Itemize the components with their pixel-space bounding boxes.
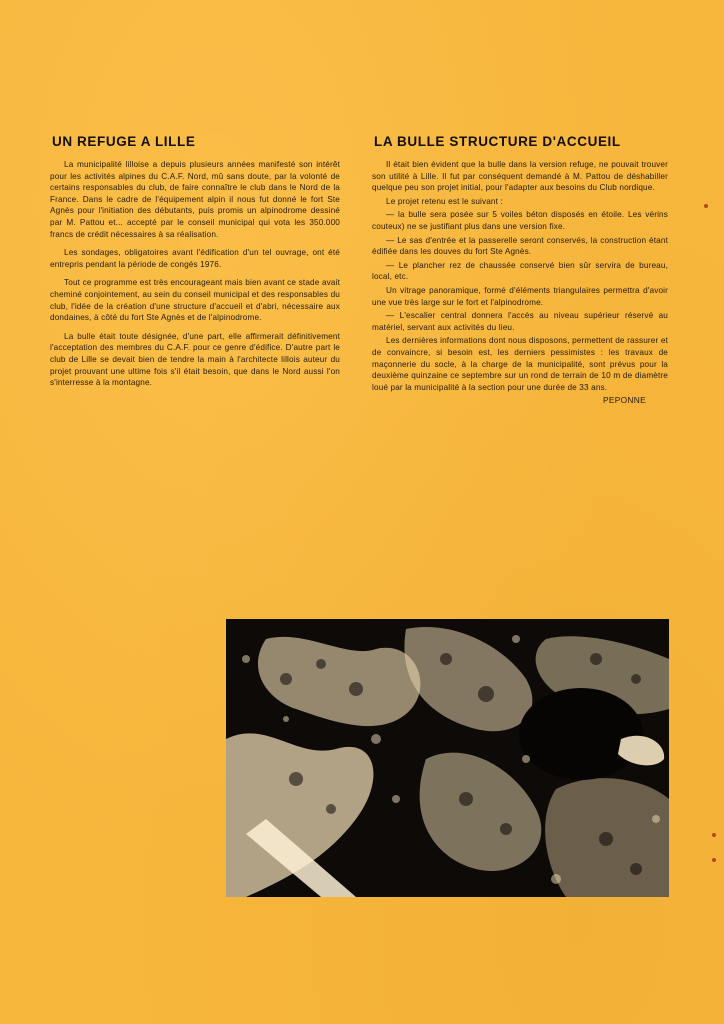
author-signature: PEPONNE <box>602 395 646 406</box>
left-paragraph: La municipalité lilloise a depuis plusieurs années manifesté son intérêt pour les activités alpines du C.A.F. Nord, mû sans doute, par la volonté de certains responsables du club, de faire connaître le club dans le Nord de la France. Dans le cadre de l'équipement alpin il nous fut donné le fort Ste Agnès pour l'initiation des débutants, puis promis un alpinodrome dessiné par M. Pattou et... accepté par le conseil municipal qui vota les 350.000 francs de crédit nécessaires à sa réalisation. <box>50 160 340 239</box>
right-paragraph: Le projet retenu est le suivant : <box>386 196 503 206</box>
left-article-title: UN REFUGE A LILLE <box>52 134 196 149</box>
right-paragraph: — L'escalier central donnera l'accès au niveau supérieur réservé au matériel, servant aux activités du lieu. <box>372 311 668 332</box>
paper-speck <box>704 204 708 208</box>
right-article-title: LA BULLE STRUCTURE D'ACCUEIL <box>374 134 621 149</box>
right-paragraph: Les dernières informations dont nous disposons, permettent de rassurer et de convaincre, si besoin est, les derniers pessimistes : les travaux de maçonnerie du socle, à la charge de la municipalité, sont prévus pour la deuxième quinzaine ce septembre sur un rond de terrain de 10 m de diamètre loué par la municipalité à la section pour une durée de 33 ans. <box>372 336 668 392</box>
paper-speck <box>712 833 716 837</box>
photo-halftone <box>226 619 669 897</box>
right-article <box>372 134 668 405</box>
rock-climbing-photo <box>226 619 669 897</box>
right-paragraph: Il était bien évident que la bulle dans la version refuge, ne pouvait trouver son utilité à Lille. Il fut par conséquent demandé à M. Pattou de déshabiller quelque peu son projet initial, pour l'adapter aux besoins du Club nordique. <box>372 160 668 193</box>
left-paragraph: La bulle était toute désignée, d'une part, elle affirmerait définitivement l'acceptation des membres du C.A.F. pour ce genre d'édifice. D'autre part le club de Lille se devait bien de tendre la main à l'architecte lillois auteur du projet prouvant une ultime fois s'il était besoin, que dans le Nord aussi l'on s'interresse à la montagne. <box>50 331 340 388</box>
left-paragraph: Tout ce programme est très encourageant mais bien avant ce stade avait cheminé conjointement, au sein du conseil municipal et des responsables du club, l'idée de la création d'une structure d'accueil et d'abri, nécessaire aux dondaines, à côté du fort Ste Agnès et de l'alpinodrome. <box>50 278 340 323</box>
paper-speck <box>712 858 716 862</box>
right-paragraph: — Le plancher rez de chaussée conservé bien sûr servira de bureau, local, etc. <box>372 260 668 282</box>
right-paragraph: Un vitrage panoramique, formé d'éléments triangulaires permettra d'avoir une vue très large sur le fort et l'alpinodrome. <box>372 285 668 307</box>
right-paragraph: — Le sas d'entrée et la passerelle seront conservés, la construction étant édifiée dans les douves du fort Ste Agnès. <box>372 235 668 257</box>
right-paragraph: — la bulle sera posée sur 5 voiles béton disposés en étoile. Les vérins couteux) ne se justifiant plus dans une version fixe. <box>372 210 668 231</box>
left-paragraph: Les sondages, obligatoires avant l'édification d'un tel ouvrage, ont été entrepris pendant la période de congés 1976. <box>50 248 340 269</box>
left-article <box>50 134 340 396</box>
